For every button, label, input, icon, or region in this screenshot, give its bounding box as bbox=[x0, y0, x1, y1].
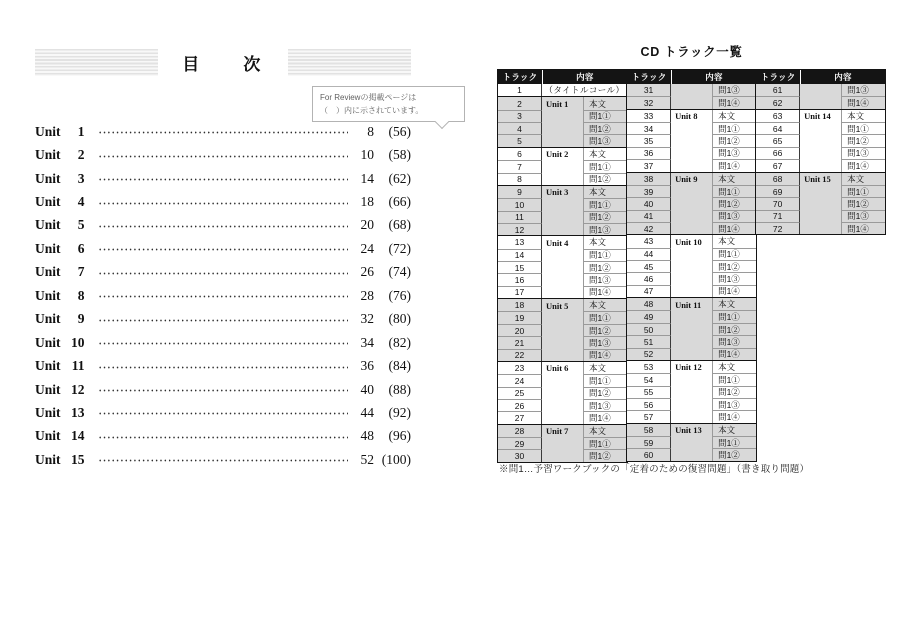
content-cell: 問1③ bbox=[842, 84, 885, 96]
unit-block bbox=[627, 423, 756, 461]
toc-row bbox=[35, 190, 411, 213]
content-cell: 問1③ bbox=[584, 336, 627, 348]
content-cell: 本文 bbox=[584, 299, 627, 311]
unit-name-cell: Unit 13 bbox=[671, 424, 713, 461]
track-number-cell: 37 bbox=[627, 159, 671, 171]
track-number-cell: 61 bbox=[756, 84, 800, 96]
track-number-cell: 52 bbox=[627, 348, 671, 360]
track-number-cell: 48 bbox=[627, 298, 671, 310]
content-cell: 問1② bbox=[713, 134, 756, 146]
unit-name-cell: Unit 11 bbox=[671, 298, 713, 360]
content-cell: 本文 bbox=[713, 298, 756, 310]
content-cell: 問1② bbox=[842, 197, 885, 209]
content-cell: 問1② bbox=[584, 449, 627, 461]
review-page-number: (66) bbox=[388, 194, 411, 210]
review-page-number: (92) bbox=[388, 404, 411, 420]
unit-block bbox=[627, 109, 756, 172]
content-cell: 問1④ bbox=[713, 410, 756, 422]
unit-number: 1 bbox=[77, 123, 85, 139]
review-note-line2: （ ）内に示されています。 bbox=[320, 106, 424, 116]
unit-label: Unit bbox=[35, 240, 61, 256]
track-number-cell: 42 bbox=[627, 222, 671, 234]
content-cell: 本文 bbox=[584, 186, 627, 198]
track-number-cell: 40 bbox=[627, 197, 671, 209]
unit-label: Unit bbox=[35, 428, 61, 444]
track-number-cell: 9 bbox=[498, 186, 542, 198]
track-number-cell: 29 bbox=[498, 437, 542, 449]
unit-block bbox=[498, 424, 627, 462]
track-number-cell: 6 bbox=[498, 148, 542, 160]
track-number-cell: 24 bbox=[498, 374, 542, 386]
content-cell: 本文 bbox=[713, 235, 756, 247]
track-number-cell: 17 bbox=[498, 286, 542, 298]
toc-row bbox=[35, 120, 411, 143]
track-number-cell: 16 bbox=[498, 273, 542, 285]
toc-row bbox=[35, 378, 411, 401]
review-page-number: (96) bbox=[388, 428, 411, 444]
content-cell: 問1④ bbox=[713, 285, 756, 297]
dot-leader bbox=[98, 248, 348, 251]
track-number-cell: 44 bbox=[627, 248, 671, 260]
page-number: 40 bbox=[360, 381, 374, 397]
page-number: 10 bbox=[360, 147, 374, 163]
track-number-cell: 2 bbox=[498, 97, 542, 109]
content-cell: 問1③ bbox=[584, 223, 627, 235]
unit-label: Unit bbox=[35, 334, 61, 350]
review-page-number: (72) bbox=[388, 240, 411, 256]
page-number: 20 bbox=[360, 217, 374, 233]
track-table-column bbox=[497, 69, 628, 463]
track-number-cell: 8 bbox=[498, 173, 542, 185]
content-cell: 本文 bbox=[584, 425, 627, 437]
dot-leader bbox=[98, 225, 348, 228]
track-number-cell: 49 bbox=[627, 310, 671, 322]
content-cell: 本文 bbox=[713, 173, 756, 185]
track-number-cell: 28 bbox=[498, 425, 542, 437]
unit-block bbox=[498, 96, 627, 146]
unit-name-cell: Unit 2 bbox=[542, 148, 584, 185]
track-number-cell: 30 bbox=[498, 449, 542, 461]
track-table-header bbox=[756, 70, 885, 84]
page-number: 8 bbox=[367, 123, 374, 139]
header-track: トラック bbox=[627, 70, 671, 84]
unit-number: 4 bbox=[77, 194, 85, 210]
track-number-cell: 58 bbox=[627, 424, 671, 436]
review-page-number: (76) bbox=[388, 287, 411, 303]
dot-leader bbox=[98, 366, 348, 369]
dot-leader bbox=[98, 131, 348, 134]
track-number-cell: 5 bbox=[498, 134, 542, 146]
toc-row bbox=[35, 167, 411, 190]
page-number: 44 bbox=[360, 404, 374, 420]
track-number-cell: 47 bbox=[627, 285, 671, 297]
content-cell: 問1④ bbox=[713, 222, 756, 234]
content-cell: 問1④ bbox=[713, 159, 756, 171]
track-number-cell: 45 bbox=[627, 260, 671, 272]
content-cell: 問1④ bbox=[584, 286, 627, 298]
dot-leader bbox=[98, 342, 348, 345]
track-number-cell: 55 bbox=[627, 386, 671, 398]
unit-name-cell: Unit 10 bbox=[671, 235, 713, 297]
header-track: トラック bbox=[498, 70, 542, 84]
unit-name-cell: Unit 5 bbox=[542, 299, 584, 361]
toc-title: 目 次 bbox=[158, 48, 288, 77]
track-table-column bbox=[626, 69, 757, 462]
unit-label: Unit bbox=[35, 381, 61, 397]
unit-block bbox=[756, 172, 885, 235]
track-number-cell: 4 bbox=[498, 122, 542, 134]
content-cell: 問1① bbox=[584, 249, 627, 261]
track-number-cell: 11 bbox=[498, 211, 542, 223]
toc-row bbox=[35, 425, 411, 448]
dot-leader bbox=[98, 295, 348, 298]
unit-name-cell: Unit 12 bbox=[671, 361, 713, 423]
unit-number: 12 bbox=[71, 381, 85, 397]
content-cell: 問1② bbox=[584, 387, 627, 399]
review-note-line1: For Reviewの掲載ページは bbox=[320, 93, 417, 102]
unit-label: Unit bbox=[35, 287, 61, 303]
unit-name-cell: Unit 4 bbox=[542, 236, 584, 298]
track-number-cell: 65 bbox=[756, 134, 800, 146]
content-cell: 本文 bbox=[584, 362, 627, 374]
toc-row bbox=[35, 331, 411, 354]
track-number-cell: 31 bbox=[627, 84, 671, 96]
unit-number: 6 bbox=[77, 240, 85, 256]
track-number-cell: 23 bbox=[498, 362, 542, 374]
page-number: 28 bbox=[360, 287, 374, 303]
header-content: 内容 bbox=[672, 70, 756, 84]
track-number-cell: 66 bbox=[756, 147, 800, 159]
toc-title-banner bbox=[35, 49, 411, 76]
track-number-cell: 22 bbox=[498, 349, 542, 361]
dot-leader bbox=[98, 155, 348, 158]
dot-leader bbox=[98, 412, 348, 415]
unit-number: 13 bbox=[71, 404, 85, 420]
track-number-cell: 70 bbox=[756, 197, 800, 209]
track-number-cell: 56 bbox=[627, 398, 671, 410]
page-number: 36 bbox=[360, 358, 374, 374]
unit-block bbox=[498, 235, 627, 298]
unit-number: 5 bbox=[77, 217, 85, 233]
track-number-cell: 21 bbox=[498, 336, 542, 348]
tracklist-footnote: ※問1…予習ワークブックの「定着のための復習問題」（書き取り問題） bbox=[499, 464, 810, 475]
dot-leader bbox=[98, 272, 348, 275]
header-content: 内容 bbox=[543, 70, 627, 84]
page-number: 24 bbox=[360, 240, 374, 256]
unit-block bbox=[498, 84, 627, 96]
content-cell: 本文 bbox=[713, 361, 756, 373]
track-number-cell: 59 bbox=[627, 436, 671, 448]
unit-block bbox=[756, 109, 885, 172]
dot-leader bbox=[98, 389, 348, 392]
track-number-cell: 46 bbox=[627, 272, 671, 284]
content-cell: 問1③ bbox=[584, 134, 627, 146]
content-cell: 問1② bbox=[584, 122, 627, 134]
track-number-cell: 62 bbox=[756, 96, 800, 108]
page-number: 48 bbox=[360, 428, 374, 444]
toc-row bbox=[35, 284, 411, 307]
track-number-cell: 18 bbox=[498, 299, 542, 311]
review-page-number: (58) bbox=[388, 147, 411, 163]
page-number: 18 bbox=[360, 194, 374, 210]
unit-number: 11 bbox=[71, 358, 85, 374]
cd-tracklist-title: CD トラック一覧 bbox=[640, 45, 743, 59]
unit-name-cell: Unit 9 bbox=[671, 173, 713, 235]
unit-block bbox=[627, 297, 756, 360]
content-cell: 問1③ bbox=[713, 335, 756, 347]
content-cell: 問1② bbox=[584, 173, 627, 185]
page-number: 14 bbox=[360, 170, 374, 186]
unit-label: Unit bbox=[35, 358, 61, 374]
track-table-column bbox=[755, 69, 886, 235]
content-cell: 問1① bbox=[584, 198, 627, 210]
track-number-cell: 39 bbox=[627, 185, 671, 197]
track-number-cell: 10 bbox=[498, 198, 542, 210]
track-number-cell: 25 bbox=[498, 387, 542, 399]
track-number-cell: 41 bbox=[627, 210, 671, 222]
content-cell: 問1① bbox=[584, 437, 627, 449]
cd-track-table bbox=[497, 69, 886, 463]
unit-label: Unit bbox=[35, 264, 61, 280]
track-number-cell: 15 bbox=[498, 261, 542, 273]
content-cell: 問1① bbox=[584, 110, 627, 122]
content-cell: 問1③ bbox=[584, 399, 627, 411]
content-cell: 本文 bbox=[713, 424, 756, 436]
dot-leader bbox=[98, 319, 348, 322]
unit-block bbox=[498, 361, 627, 424]
review-page-number: (68) bbox=[388, 217, 411, 233]
content-cell: 本文 bbox=[584, 148, 627, 160]
unit-number: 10 bbox=[71, 334, 85, 350]
review-page-number: (80) bbox=[388, 311, 411, 327]
track-number-cell: 60 bbox=[627, 448, 671, 460]
content-cell: 問1② bbox=[713, 323, 756, 335]
unit-block bbox=[756, 84, 885, 109]
track-number-cell: 32 bbox=[627, 96, 671, 108]
content-cell: 問1④ bbox=[842, 159, 885, 171]
track-number-cell: 63 bbox=[756, 110, 800, 122]
content-cell: 問1③ bbox=[713, 398, 756, 410]
content-cell: 問1① bbox=[713, 122, 756, 134]
track-number-cell: 7 bbox=[498, 160, 542, 172]
track-number-cell: 14 bbox=[498, 249, 542, 261]
content-cell: 問1③ bbox=[584, 273, 627, 285]
track-number-cell: 35 bbox=[627, 134, 671, 146]
track-number-cell: 19 bbox=[498, 311, 542, 323]
content-cell: 本文 bbox=[713, 110, 756, 122]
page-number: 34 bbox=[360, 334, 374, 350]
header-track: トラック bbox=[756, 70, 800, 84]
unit-name-cell: Unit 3 bbox=[542, 186, 584, 235]
track-number-cell: 13 bbox=[498, 236, 542, 248]
content-cell: 問1① bbox=[842, 185, 885, 197]
content-cell: 問1④ bbox=[584, 411, 627, 423]
unit-number: 15 bbox=[71, 451, 85, 467]
content-cell: 問1③ bbox=[713, 147, 756, 159]
content-cell: 問1① bbox=[584, 311, 627, 323]
track-number-cell: 53 bbox=[627, 361, 671, 373]
content-cell: 問1③ bbox=[842, 210, 885, 222]
unit-label: Unit bbox=[35, 170, 61, 186]
unit-name-cell bbox=[671, 84, 713, 109]
content-cell: 問1① bbox=[842, 122, 885, 134]
unit-label: Unit bbox=[35, 217, 61, 233]
content-cell: 問1③ bbox=[713, 272, 756, 284]
unit-number: 8 bbox=[77, 287, 85, 303]
dot-leader bbox=[98, 459, 348, 462]
content-cell: 本文 bbox=[842, 110, 885, 122]
track-number-cell: 50 bbox=[627, 323, 671, 335]
toc-row bbox=[35, 401, 411, 424]
track-number-cell: 27 bbox=[498, 411, 542, 423]
toc-unit-list bbox=[35, 120, 411, 472]
track-number-cell: 51 bbox=[627, 335, 671, 347]
track-number-cell: 12 bbox=[498, 223, 542, 235]
track-number-cell: 20 bbox=[498, 324, 542, 336]
unit-name-cell bbox=[800, 84, 842, 109]
dot-leader bbox=[98, 202, 348, 205]
content-cell: 問1② bbox=[584, 211, 627, 223]
track-number-cell: 43 bbox=[627, 235, 671, 247]
content-cell: 本文 bbox=[842, 173, 885, 185]
track-number-cell: 34 bbox=[627, 122, 671, 134]
content-cell: 問1④ bbox=[842, 222, 885, 234]
content-cell: 問1③ bbox=[713, 84, 756, 96]
content-cell: 問1② bbox=[713, 448, 756, 460]
content-cell: 問1② bbox=[713, 197, 756, 209]
review-page-number: (74) bbox=[388, 264, 411, 280]
content-cell: 問1① bbox=[713, 310, 756, 322]
unit-name-cell: Unit 7 bbox=[542, 425, 584, 462]
toc-row bbox=[35, 214, 411, 237]
toc-row bbox=[35, 143, 411, 166]
content-cell: 問1① bbox=[584, 160, 627, 172]
track-number-cell: 68 bbox=[756, 173, 800, 185]
unit-label: Unit bbox=[35, 147, 61, 163]
content-cell: 問1④ bbox=[842, 96, 885, 108]
unit-block bbox=[627, 84, 756, 109]
unit-name-cell: Unit 14 bbox=[800, 110, 842, 172]
content-cell: 本文 bbox=[584, 236, 627, 248]
review-note-callout bbox=[312, 86, 465, 122]
content-cell: 問1② bbox=[713, 260, 756, 272]
content-cell: 問1① bbox=[584, 374, 627, 386]
toc-row bbox=[35, 261, 411, 284]
unit-number: 14 bbox=[71, 428, 85, 444]
content-cell: 問1① bbox=[713, 185, 756, 197]
unit-number: 3 bbox=[77, 170, 85, 186]
content-cell: （タイトルコール） bbox=[542, 84, 627, 96]
unit-name-cell: Unit 6 bbox=[542, 362, 584, 424]
track-number-cell: 64 bbox=[756, 122, 800, 134]
unit-block bbox=[498, 185, 627, 235]
content-cell: 問1④ bbox=[713, 348, 756, 360]
toc-row bbox=[35, 354, 411, 377]
page-number: 52 bbox=[360, 451, 374, 467]
review-page-number: (84) bbox=[388, 358, 411, 374]
unit-block bbox=[498, 147, 627, 185]
unit-label: Unit bbox=[35, 123, 61, 139]
unit-label: Unit bbox=[35, 194, 61, 210]
unit-block bbox=[627, 360, 756, 423]
unit-number: 7 bbox=[77, 264, 85, 280]
unit-name-cell: Unit 15 bbox=[800, 173, 842, 235]
track-table-header bbox=[498, 70, 627, 84]
track-number-cell: 57 bbox=[627, 410, 671, 422]
content-cell: 問1④ bbox=[713, 96, 756, 108]
unit-label: Unit bbox=[35, 404, 61, 420]
content-cell: 問1④ bbox=[584, 349, 627, 361]
unit-block bbox=[627, 234, 756, 297]
toc-row bbox=[35, 237, 411, 260]
review-page-number: (82) bbox=[388, 334, 411, 350]
review-page-number: (100) bbox=[381, 451, 411, 467]
page-number: 26 bbox=[360, 264, 374, 280]
toc-row bbox=[35, 308, 411, 331]
header-content: 内容 bbox=[801, 70, 885, 84]
unit-label: Unit bbox=[35, 311, 61, 327]
page-number: 32 bbox=[360, 311, 374, 327]
unit-number: 9 bbox=[77, 311, 85, 327]
track-number-cell: 3 bbox=[498, 110, 542, 122]
content-cell: 問1③ bbox=[713, 210, 756, 222]
content-cell: 問1① bbox=[713, 373, 756, 385]
track-number-cell: 69 bbox=[756, 185, 800, 197]
unit-name-cell: Unit 8 bbox=[671, 110, 713, 172]
dot-leader bbox=[98, 178, 348, 181]
content-cell: 問1② bbox=[584, 261, 627, 273]
dot-leader bbox=[98, 436, 348, 439]
content-cell: 問1① bbox=[713, 248, 756, 260]
track-number-cell: 54 bbox=[627, 373, 671, 385]
unit-name-cell: Unit 1 bbox=[542, 97, 584, 146]
content-cell: 問1② bbox=[713, 386, 756, 398]
content-cell: 問1② bbox=[584, 324, 627, 336]
content-cell: 問1② bbox=[842, 134, 885, 146]
track-number-cell: 67 bbox=[756, 159, 800, 171]
track-number-cell: 38 bbox=[627, 173, 671, 185]
track-table-header bbox=[627, 70, 756, 84]
unit-block bbox=[627, 172, 756, 235]
review-page-number: (88) bbox=[388, 381, 411, 397]
track-number-cell: 1 bbox=[498, 84, 542, 96]
content-cell: 本文 bbox=[584, 97, 627, 109]
track-number-cell: 26 bbox=[498, 399, 542, 411]
toc-row bbox=[35, 448, 411, 471]
content-cell: 問1① bbox=[713, 436, 756, 448]
track-number-cell: 36 bbox=[627, 147, 671, 159]
unit-number: 2 bbox=[77, 147, 85, 163]
review-page-number: (56) bbox=[388, 123, 411, 139]
unit-block bbox=[498, 298, 627, 361]
review-page-number: (62) bbox=[388, 170, 411, 186]
track-number-cell: 71 bbox=[756, 210, 800, 222]
content-cell: 問1③ bbox=[842, 147, 885, 159]
track-number-cell: 72 bbox=[756, 222, 800, 234]
unit-label: Unit bbox=[35, 451, 61, 467]
track-number-cell: 33 bbox=[627, 110, 671, 122]
